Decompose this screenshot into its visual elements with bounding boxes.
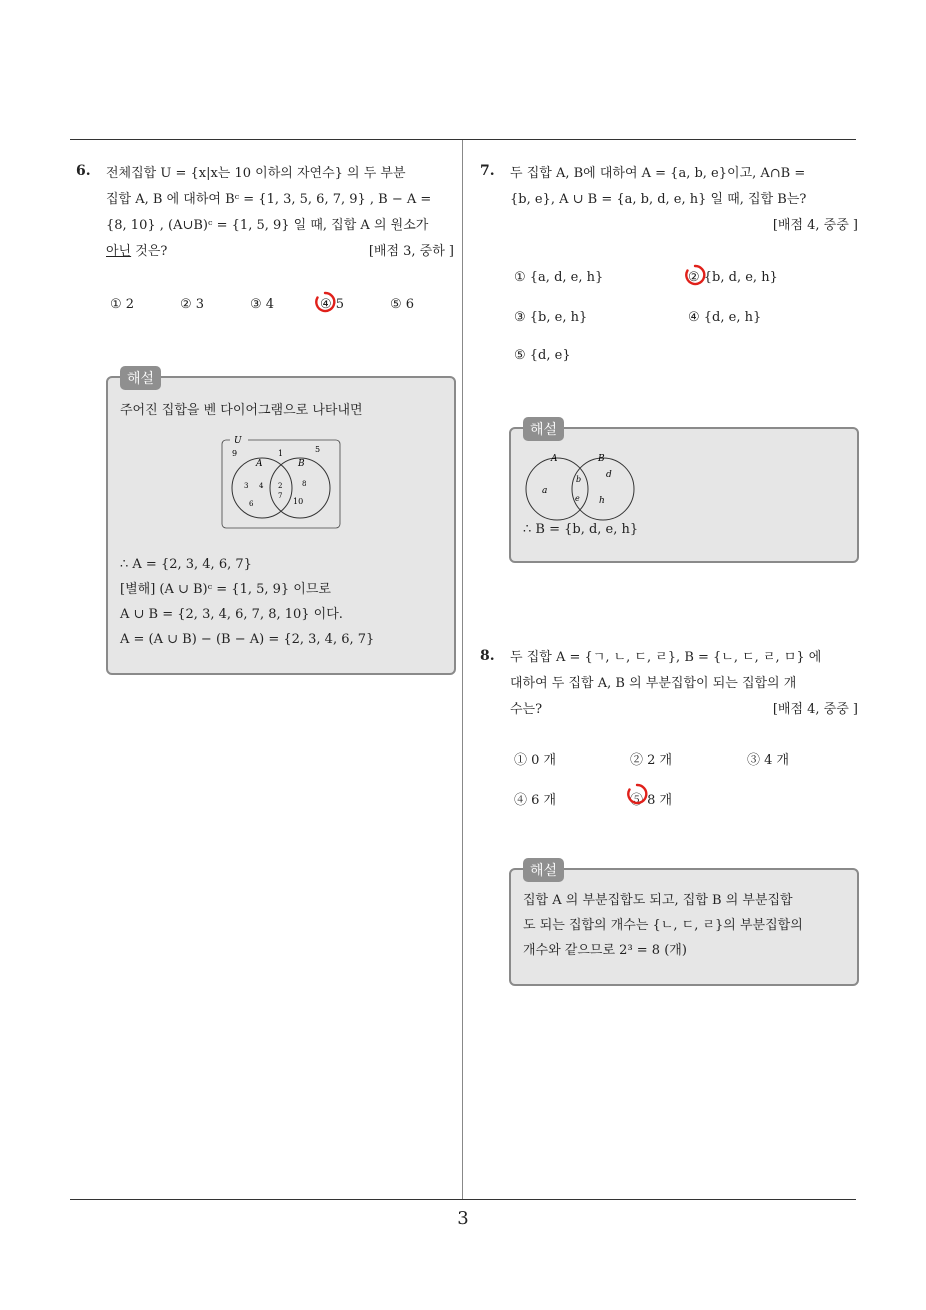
q7-venn-a-only: a xyxy=(542,486,548,496)
q7-choice-3[interactable]: ③ {b, e, h} xyxy=(514,310,588,325)
q7-score: [배점 4, 중중 ] xyxy=(772,218,858,233)
q8-text xyxy=(510,645,858,723)
q6-text xyxy=(106,161,454,265)
q7-choice-2[interactable]: ② {b, d, e, h} xyxy=(688,270,778,285)
q6-choice-4[interactable]: ④ 5 xyxy=(320,297,345,312)
q6-venn-both-1: 2 xyxy=(278,482,283,490)
q6-choice-1[interactable]: ① 2 xyxy=(110,297,135,312)
q8-solution-line-1: 집합 A 의 부분집합도 되고, 집합 B 의 부분집합 xyxy=(523,893,793,908)
q6-choice-5[interactable]: ⑤ 6 xyxy=(390,297,415,312)
q7-choice-4[interactable]: ④ {d, e, h} xyxy=(688,310,762,325)
q8-solution-line-3: 개수와 같으므로 2³ = 8 (개) xyxy=(523,943,687,958)
q6-solution-line-4: A = (A ∪ B) − (B − A) = {2, 3, 4, 6, 7} xyxy=(120,632,375,647)
q6-score: [배점 3, 중하 ] xyxy=(368,244,454,259)
q8-choice-5[interactable]: ⑤ 8 개 xyxy=(630,793,673,808)
q6-venn-a-1: 3 xyxy=(244,482,249,490)
q6-line2: 집합 A, B 에 대하여 Bᶜ = {1, 3, 5, 6, 7, 9} , B − A = xyxy=(106,192,432,207)
q7-text xyxy=(510,161,858,239)
q7-answer-mark-icon xyxy=(684,264,706,286)
q8-line3: 수는? xyxy=(510,702,543,717)
q6-line4 xyxy=(106,239,454,265)
q7-choice-1[interactable]: ① {a, d, e, h} xyxy=(514,270,604,285)
q8-number: 8. xyxy=(480,648,495,664)
q6-venn-a-label: A xyxy=(256,459,263,469)
q6-venn-b-label: B xyxy=(298,459,305,469)
q8-answer-mark-icon xyxy=(626,783,648,805)
q7-venn-b-2: h xyxy=(599,496,605,506)
q6-number: 6. xyxy=(76,163,91,179)
q6-choice-2[interactable]: ② 3 xyxy=(180,297,205,312)
q7-choice-5[interactable]: ⑤ {d, e} xyxy=(514,348,571,363)
q8-score: [배점 4, 중중 ] xyxy=(772,702,858,717)
q6-venn-both-2: 7 xyxy=(278,492,283,500)
q8-line2: 대하여 두 집합 A, B 의 부분집합이 되는 집합의 개 xyxy=(510,676,797,691)
q6-venn-out-2: 1 xyxy=(278,449,284,458)
q6-solution-box xyxy=(106,371,456,675)
q7-solution-result: ∴ B = {b, d, e, h} xyxy=(523,522,639,537)
q6-venn-a-3: 6 xyxy=(249,500,254,508)
q8-solution-line-2: 도 되는 집합의 개수는 {ㄴ, ㄷ, ㄹ}의 부분집합의 xyxy=(523,918,803,933)
q7-venn-both-1: b xyxy=(576,475,582,484)
q6-venn-diagram xyxy=(220,436,344,532)
q7-line1: 두 집합 A, B에 대하여 A = {a, b, e}이고, A∩B = xyxy=(510,166,806,181)
page-number: 3 xyxy=(457,1208,469,1229)
q8-line3-row xyxy=(510,697,858,723)
q7-solution-box xyxy=(509,422,859,563)
q7-number: 7. xyxy=(480,163,495,179)
q8-choice-3[interactable]: ③ 4 개 xyxy=(747,753,790,768)
q6-solution-intro: 주어진 집합을 벤 다이어그램으로 나타내면 xyxy=(120,403,363,418)
column-divider xyxy=(462,140,463,1200)
q6-solution-line-3: A ∪ B = {2, 3, 4, 6, 7, 8, 10} 이다. xyxy=(120,607,343,622)
q8-solution-tag: 해설 xyxy=(523,858,564,882)
q6-venn-b-2: 10 xyxy=(293,497,304,506)
q7-line2: {b, e}, A ∪ B = {a, b, d, e, h} 일 때, 집합 B는? xyxy=(510,192,807,207)
q8-line1: 두 집합 A = {ㄱ, ㄴ, ㄷ, ㄹ}, B = {ㄴ, ㄷ, ㄹ, ㅁ} 에 xyxy=(510,650,822,665)
bottom-rule xyxy=(70,1199,856,1200)
q7-venn-both-2: e xyxy=(575,494,580,503)
q8-solution-lines xyxy=(523,888,803,963)
q6-venn-out-3: 5 xyxy=(315,445,321,454)
q6-solution-line-2: [별해] (A ∪ B)ᶜ = {1, 5, 9} 이므로 xyxy=(120,582,331,597)
q6-venn-a-2: 4 xyxy=(259,482,264,490)
q8-choice-2[interactable]: ② 2 개 xyxy=(630,753,673,768)
q6-line4-rest: 것은? xyxy=(131,244,168,259)
q6-venn-u-label: U xyxy=(234,436,242,446)
q7-venn-b-label: B xyxy=(598,454,605,464)
q6-line1: 전체집합 U = {x|x는 10 이하의 자연수} 의 두 부분 xyxy=(106,166,406,181)
q6-line3: {8, 10} , (A∪B)ᶜ = {1, 5, 9} 일 때, 집합 A 의 원소가 xyxy=(106,218,429,233)
q7-score-row xyxy=(510,213,858,239)
q6-solution-line-1: ∴ A = {2, 3, 4, 6, 7} xyxy=(120,557,252,572)
q8-solution-box xyxy=(509,863,859,986)
q7-solution-tag: 해설 xyxy=(523,417,564,441)
q8-choice-1[interactable]: ① 0 개 xyxy=(514,753,557,768)
q8-choice-4[interactable]: ④ 6 개 xyxy=(514,793,557,808)
q6-venn-b-1: 8 xyxy=(302,480,307,488)
q6-solution-tag: 해설 xyxy=(120,366,161,390)
q6-not-emphasis: 아닌 xyxy=(106,244,132,259)
q6-choice-3[interactable]: ③ 4 xyxy=(250,297,275,312)
q7-venn-b-1: d xyxy=(606,470,612,480)
q6-venn-out-1: 9 xyxy=(232,449,238,458)
q6-solution-lines xyxy=(120,552,374,652)
top-rule xyxy=(70,139,856,140)
q6-answer-mark-icon xyxy=(314,291,336,313)
q7-venn-a-label: A xyxy=(551,454,558,464)
